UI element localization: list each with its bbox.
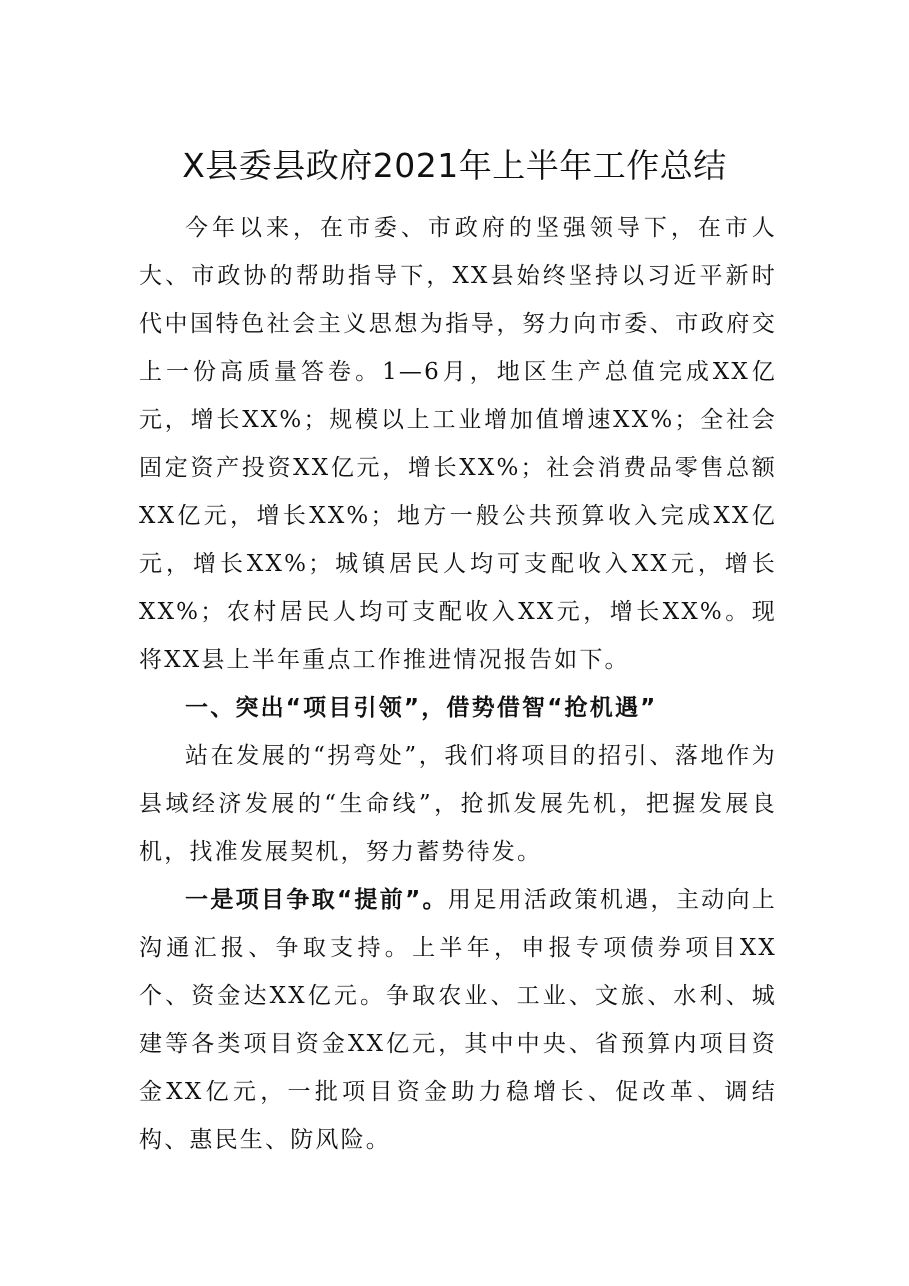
- item-paragraph: [139, 876, 777, 1164]
- item-lead: 一是项目争取“提前”。: [185, 887, 448, 913]
- section-intro-paragraph: 站在发展的“拐弯处”，我们将项目的招引、落地作为县域经济发展的“生命线”，抢抓发展先机，把握发展良机，找准发展契机，努力蓄势待发。: [139, 743, 777, 865]
- item-text: 用足用活政策机遇，主动向上沟通汇报、争取支持。上半年，申报专项债券项目XX个、资金达XX亿元。争取农业、工业、文旅、水利、城建等各类项目资金XX亿元，其中中央、省预算内项目资金XX亿元，一批项目资金助力稳增长、促改革、调结构、惠民生、防风险。: [139, 887, 778, 1153]
- section-heading: 一、突出“项目引领”，借势借智“抢机遇”: [185, 695, 658, 721]
- intro-paragraph: 今年以来，在市委、市政府的坚强领导下，在市人大、市政协的帮助指导下，XX县始终坚持以习近平新时代中国特色社会主义思想为指导，努力向市委、市政府交上一份高质量答卷。1—6月，地区生产总值完成XX亿元，增长XX%；规模以上工业增加值增速XX%；全社会固定资产投资XX亿元，增长XX%；社会消费品零售总额XX亿元，增长XX%；地方一般公共预算收入完成XX亿元，增长XX%；城镇居民人均可支配收入XX元，增长XX%；农村居民人均可支配收入XX元，增长XX%。现将XX县上半年重点工作推进情况报告如下。: [139, 215, 777, 673]
- document-title: X县委县政府2021年上半年工作总结: [182, 146, 727, 185]
- document-body: [139, 204, 777, 1164]
